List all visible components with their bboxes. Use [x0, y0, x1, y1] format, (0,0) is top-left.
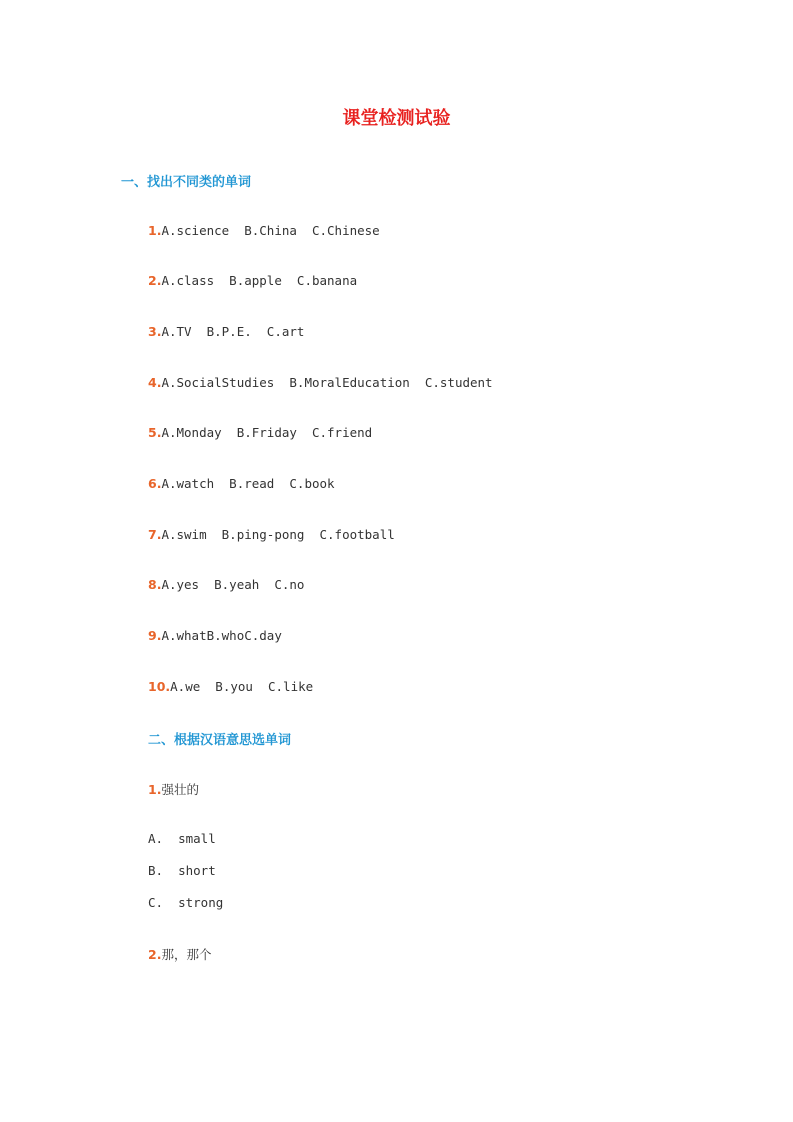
question-row	[148, 780, 199, 798]
question-number: 9.	[148, 628, 162, 643]
answer-option: B. short	[148, 863, 216, 878]
question-text: A.SocialStudies B.MoralEducation C.student	[161, 375, 493, 390]
question-number: 1.	[148, 223, 162, 238]
question-row	[148, 577, 304, 592]
question-text: A.we B.you C.like	[170, 679, 314, 694]
question-text: 那，那个	[161, 947, 212, 962]
question-number: 2.	[148, 273, 162, 288]
question-text: A.science B.China C.Chinese	[161, 223, 380, 238]
question-number: 6.	[148, 476, 162, 491]
question-text: A.swim B.ping-pong C.football	[161, 527, 395, 542]
question-number: 4.	[148, 375, 162, 390]
question-number: 2.	[148, 947, 162, 962]
question-row	[148, 679, 313, 694]
question-row	[148, 527, 395, 542]
question-number: 3.	[148, 324, 162, 339]
question-text: A.whatB.whoC.day	[161, 628, 282, 643]
question-row	[148, 375, 493, 390]
question-text: 强壮的	[161, 782, 199, 797]
question-row	[148, 324, 304, 339]
answer-option: C. strong	[148, 895, 224, 910]
page-title: 课堂检测试验	[342, 108, 451, 129]
question-text: A.yes B.yeah C.no	[161, 577, 305, 592]
question-number: 10.	[148, 679, 171, 694]
question-row	[148, 945, 211, 963]
question-number: 7.	[148, 527, 162, 542]
question-number: 5.	[148, 425, 162, 440]
section-heading-1: 一、找出不同类的单词	[121, 175, 252, 190]
section-heading-2: 二、根据汉语意思选单词	[148, 733, 292, 748]
question-row	[148, 628, 282, 643]
question-row	[148, 425, 372, 440]
question-text: A.class B.apple C.banana	[161, 273, 358, 288]
question-text: A.TV B.P.E. C.art	[161, 324, 305, 339]
question-row	[148, 476, 335, 491]
question-text: A.Monday B.Friday C.friend	[161, 425, 373, 440]
answer-option: A. small	[148, 831, 216, 846]
question-text: A.watch B.read C.book	[161, 476, 335, 491]
question-number: 1.	[148, 782, 162, 797]
question-row	[148, 223, 380, 238]
question-row	[148, 273, 357, 288]
question-number: 8.	[148, 577, 162, 592]
